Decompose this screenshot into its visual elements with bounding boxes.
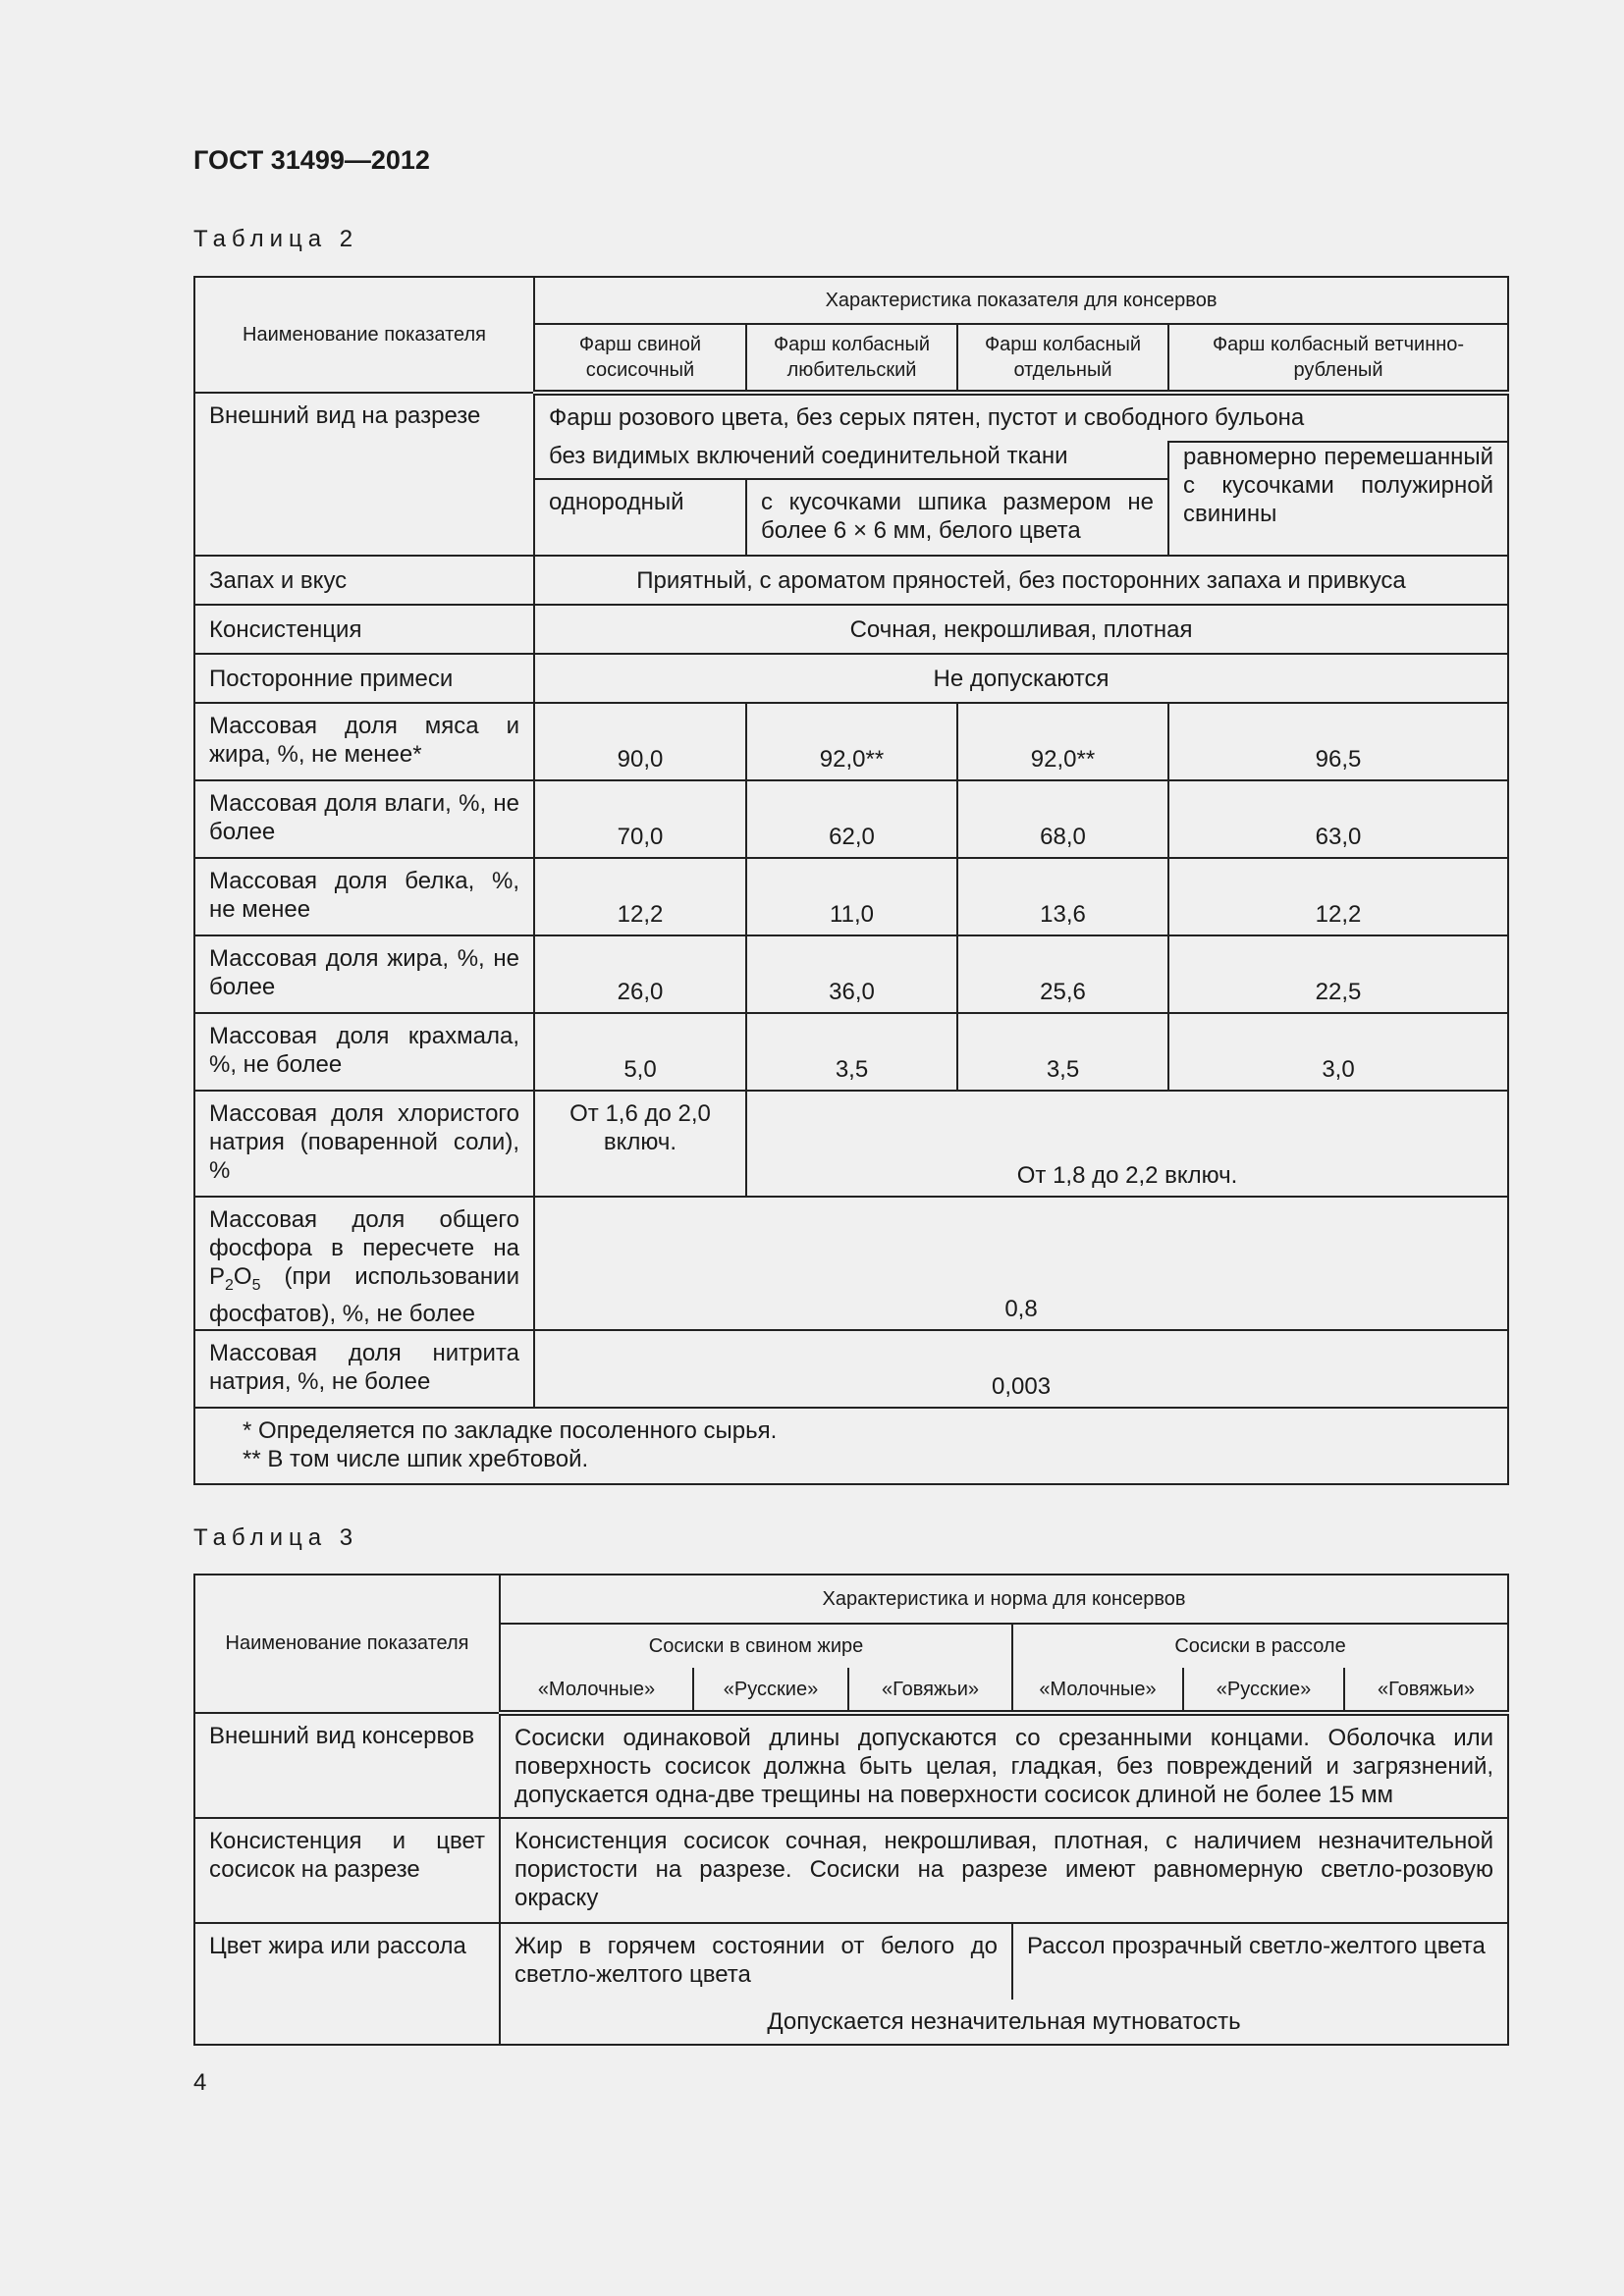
phosphorus-name: Массовая доля общего фосфора в пересчете на $P_2O_5$ (при использовании фосфатов), %, не более [194, 1197, 534, 1330]
row-value: Сочная, некрошливая, плотная [534, 605, 1508, 654]
appearance-fat-pieces: с кусочками шпика размером не более 6 × 6 мм, белого цвета [746, 479, 1168, 556]
row-value: Не допускаются [534, 654, 1508, 703]
table-2 [193, 276, 1509, 1485]
row-name: Массовая доля белка, %, не менее [194, 858, 534, 935]
header-col: «Русские» [1183, 1668, 1344, 1713]
row-name: Массовая доля нитрита натрия, %, не более [194, 1330, 534, 1408]
row-value: 70,0 [534, 780, 746, 858]
row-name: Консистенция и цвет сосисок на разрезе [194, 1818, 500, 1923]
header-col: «Русские» [693, 1668, 848, 1713]
salt-first: От 1,6 до 2,0 включ. [534, 1091, 746, 1197]
row-value: 5,0 [534, 1013, 746, 1091]
row-name: Запах и вкус [194, 556, 534, 605]
turbidity-value: Допускается незначительная мутноватость [500, 2000, 1508, 2045]
row-name: Массовая доля жира, %, не более [194, 935, 534, 1013]
header-sub-fat: Сосиски в свином жире [500, 1624, 1012, 1668]
row-value: 63,0 [1168, 780, 1508, 858]
footnote: * Определяется по закладке посоленного сырья. [243, 1417, 778, 1444]
row-value: 68,0 [957, 780, 1168, 858]
header-col: Фарш колбасный отдельный [957, 324, 1168, 393]
row-name: Массовая доля хлористого натрия (поваренной соли), % [194, 1091, 534, 1197]
row-value: 62,0 [746, 780, 957, 858]
row-value: 90,0 [534, 703, 746, 780]
document-code: ГОСТ 31499—2012 [193, 145, 430, 175]
row-name: Массовая доля влаги, %, не более [194, 780, 534, 858]
row-name: Внешний вид консервов [194, 1713, 500, 1818]
row-value: 36,0 [746, 935, 957, 1013]
header-col: «Молочные» [500, 1668, 693, 1713]
row-value: Консистенция сосисок сочная, некрошливая, плотная, с наличием незначительной пористости на разрезе. Сосиски на разрезе имеют равномерную светло-розовую окраску [500, 1818, 1508, 1923]
nitrite-value: 0,003 [534, 1330, 1508, 1408]
row-value: 11,0 [746, 858, 957, 935]
header-group: Характеристика и норма для консервов [500, 1575, 1508, 1624]
row-value: 3,5 [746, 1013, 957, 1091]
row-value: 92,0** [957, 703, 1168, 780]
phosphorus-value: 0,8 [534, 1197, 1508, 1330]
appearance-homogeneous: однородный [534, 479, 746, 556]
row-name: Посторонние примеси [194, 654, 534, 703]
row-value: 96,5 [1168, 703, 1508, 780]
appearance-ham: равномерно перемешанный с кусочками полужирной свинины [1168, 442, 1508, 556]
row-value: 13,6 [957, 858, 1168, 935]
row-name: Массовая доля крахмала, %, не более [194, 1013, 534, 1091]
footnote: ** В том числе шпик хребтовой. [243, 1446, 589, 1472]
row-value: 25,6 [957, 935, 1168, 1013]
header-group: Характеристика показателя для консервов [534, 277, 1508, 324]
header-col: Фарш свиной сосисочный [534, 324, 746, 393]
header-col: Фарш колбасный любительский [746, 324, 957, 393]
brine-color-value: Рассол прозрачный светло-желтого цвета [1012, 1923, 1508, 2000]
fat-color-value: Жир в горячем состоянии от белого до светло-желтого цвета [500, 1923, 1012, 2000]
header-col: Фарш колбасный ветчинно-рубленый [1168, 324, 1508, 393]
page-number: 4 [193, 2069, 207, 2096]
appearance-common: Фарш розового цвета, без серых пятен, пустот и свободного бульона [534, 393, 1508, 442]
row-value: 3,5 [957, 1013, 1168, 1091]
header-col: «Молочные» [1012, 1668, 1183, 1713]
row-value: Приятный, с ароматом пряностей, без посторонних запаха и привкуса [534, 556, 1508, 605]
row-value: 12,2 [534, 858, 746, 935]
row-name: Внешний вид на разрезе [194, 393, 534, 556]
row-name: Консистенция [194, 605, 534, 654]
row-value: 92,0** [746, 703, 957, 780]
row-name: Массовая доля мяса и жира, %, не менее* [194, 703, 534, 780]
row-value: Сосиски одинаковой длины допускаются со срезанными концами. Оболочка или поверхность сосисок должна быть целая, гладкая, без повреждений и загрязнений, допускается одна-две трещины на поверхности сосисок длиной не более 15 мм [500, 1713, 1508, 1818]
header-col: «Говяжьи» [1344, 1668, 1508, 1713]
row-name: Цвет жира или рассола [194, 1923, 500, 2045]
row-value: 3,0 [1168, 1013, 1508, 1091]
row-value: 26,0 [534, 935, 746, 1013]
row-value: 22,5 [1168, 935, 1508, 1013]
header-sub-brine: Сосиски в рассоле [1012, 1624, 1508, 1668]
footnotes [194, 1408, 1508, 1484]
table3-caption: Таблица 3 [193, 1524, 359, 1551]
header-indicator: Наименование показателя [194, 1575, 500, 1713]
table-3 [193, 1574, 1509, 2046]
salt-rest: От 1,8 до 2,2 включ. [746, 1091, 1508, 1197]
header-col: «Говяжьи» [848, 1668, 1012, 1713]
table2-caption: Таблица 2 [193, 226, 359, 252]
header-indicator: Наименование показателя [194, 277, 534, 393]
row-value: 12,2 [1168, 858, 1508, 935]
appearance-no-tissue: без видимых включений соединительной ткани [534, 442, 1168, 479]
